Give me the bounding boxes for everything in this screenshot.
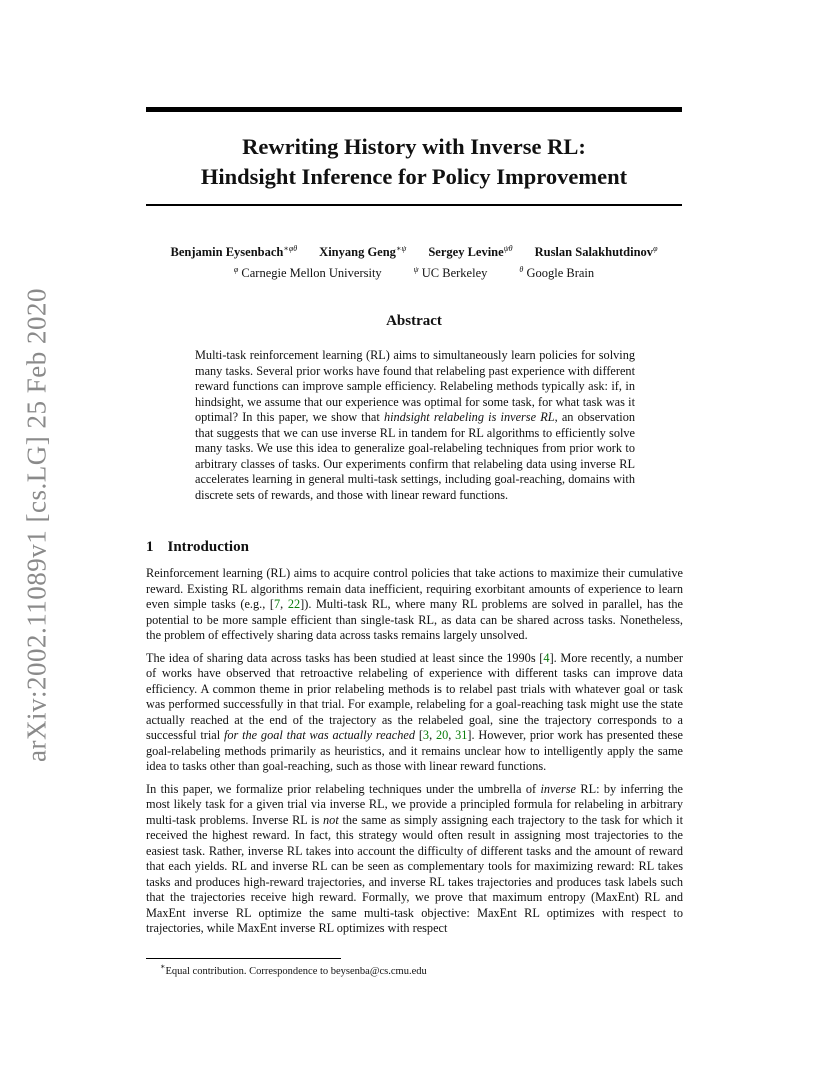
author-name: Sergey Levine$^{\psi\theta}$ <box>428 244 513 259</box>
citation-link[interactable]: 20 <box>435 728 449 742</box>
title-line-1: Rewriting History with Inverse RL: <box>242 134 586 159</box>
title-top-rule <box>146 107 682 112</box>
citation-link[interactable]: 22 <box>287 597 301 611</box>
abstract-body: Multi-task reinforcement learning (RL) aims to simultaneously learn policies for solving many tasks. Several prior works have found that relabeling past experience with different reward functions can improve sample efficiency. Relabeling methods typically ask: if, in hindsight, we assume that our experience was optimal for some task, for what task was it optimal? In this paper, we show that hindsight relabeling is inverse RL, an observation that suggests that we can use inverse RL in tandem for RL algorithms to efficiently solve many tasks. We use this idea to generalize goal-relabeling techniques from prior work to arbitrary classes of tasks. Our experiments confirm that relabeling data using inverse RL accelerates learning in general multi-task settings, including goal-reaching, domains with discrete sets of rewards, and those with linear reward functions. <box>195 348 636 502</box>
footnote: ∗Equal contribution. Correspondence to beysenba@cs.cmu.edu <box>160 962 427 977</box>
paragraph: The idea of sharing data across tasks has been studied at least since the 1990s [4]. More recently, a number of works have observed that retroactive relabeling of experience with different tasks can improve data efficiency. A common theme in prior relabeling methods is to relabel past trials with whatever goal or task was performed successfully in that trial. For example, relabeling for a goal-reaching task might use the state actually reached at the end of the trajectory as the relabeled goal, sine the trajectory corresponds to a successful trial for the goal that was actually reached [3, 20, 31]. However, prior work has presented these goal-relabeling methods primarily as heuristics, and it remains unclear how to intelligently apply the same idea to tasks other than goal-reaching, such as those with linear reward functions. <box>146 650 683 773</box>
paragraph: In this paper, we formalize prior relabeling techniques under the umbrella of inverse RL: by inferring the most likely task for a given trial via inverse RL, we provide a principled formula for relabeling in arbitrary multi-task problems. Inverse RL is not the same as simply assigning each trajectory to the task for which it received the highest reward. In fact, this strategy would often result in assigning most trajectories to the easiest task. Rather, inverse RL takes into account the difficulty of different tasks and the amount of reward that each yields. RL and inverse RL can be seen as complementary tools for maximizing reward: RL takes tasks and produces high-reward trajectories, and inverse RL takes trajectories and produces task labels such that the trajectories receive high reward. Formally, we prove that maximum entropy (MaxEnt) RL and MaxEnt inverse RL optimize the same multi-task objective: MaxEnt RL optimizes with respect to trajectories, while MaxEnt inverse RL optimizes with respect <box>146 781 683 935</box>
title-line-2: Hindsight Inference for Policy Improvement <box>200 164 628 189</box>
paragraph: Reinforcement learning (RL) aims to acquire control policies that take actions to maximize their cumulative reward. Existing RL algorithms remain data inefficient, requiring exorbitant amounts of experience to learn even simple tasks (e.g., [7, 22]). Multi-task RL, where many RL problems are solved in parallel, has the potential to be more sample efficient than single-task RL, as data can be shared across tasks. Nonetheless, the problem of effectively sharing data across tasks remains largely unsolved. <box>146 566 683 642</box>
title-bottom-rule <box>146 204 682 206</box>
section-heading: 1 Introduction <box>146 539 249 555</box>
abstract-heading: Abstract <box>386 313 442 329</box>
author-name: Xinyang Geng$^{∗\psi}$ <box>319 244 407 259</box>
affiliation-list <box>146 262 682 281</box>
citation-link[interactable]: 31 <box>455 728 468 742</box>
affiliation: $^\theta$ Google Brain <box>519 265 595 280</box>
author-name: Ruslan Salakhutdinov$^\varphi$ <box>534 244 658 259</box>
author-block <box>146 241 682 281</box>
arxiv-identifier-stamp: arXiv:2002.11089v1 [cs.LG] 25 Feb 2020 <box>21 288 52 762</box>
citation-link[interactable]: 3 <box>422 728 430 742</box>
author-list <box>146 241 682 260</box>
affiliation: $^\varphi$ Carnegie Mellon University <box>233 265 382 280</box>
footnote-rule <box>146 958 341 959</box>
paper-title <box>146 132 682 192</box>
author-name: Benjamin Eysenbach$^{∗\varphi\theta}$ <box>170 244 298 259</box>
body-text <box>146 566 683 944</box>
affiliation: $^\psi$ UC Berkeley <box>413 265 488 280</box>
citation-link[interactable]: 7 <box>274 597 281 611</box>
citation-link[interactable]: 4 <box>543 650 550 665</box>
